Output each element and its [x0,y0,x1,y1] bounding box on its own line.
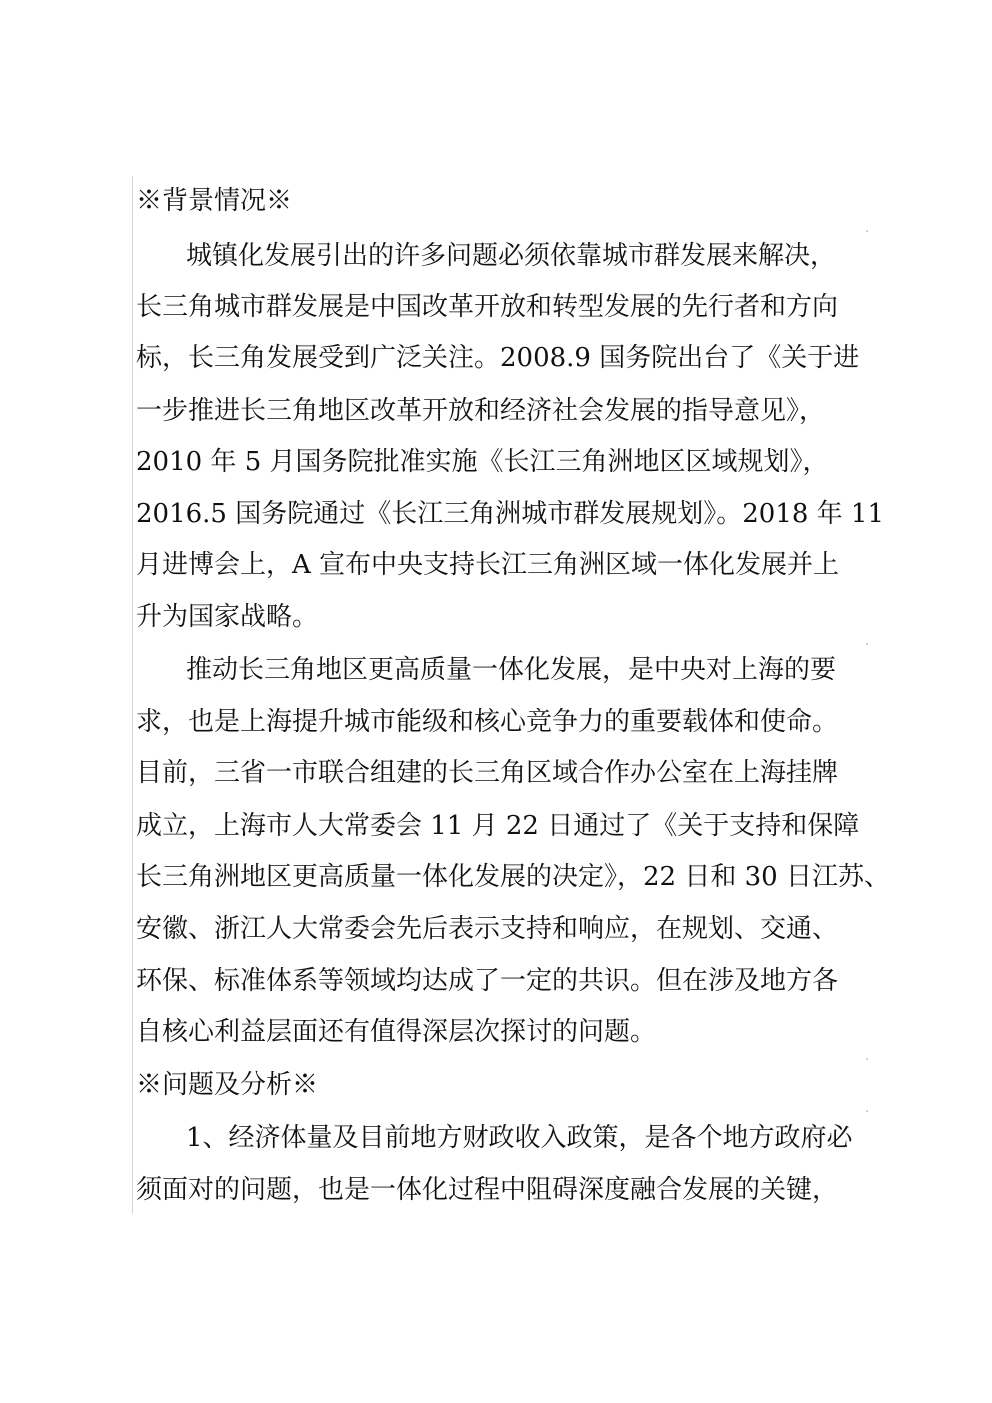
paragraph-line: 2010 年 5 月国务院批准实施《长江三角洲地区区域规划》， [136,447,829,477]
paragraph-line: 1、经济体量及目前地方财政收入政策，是各个地方政府必 [186,1123,853,1153]
margin-mark [866,1110,868,1112]
paragraph-line: 安徽、浙江人大常委会先后表示支持和响应，在规划、交通、 [136,914,839,944]
section-heading-background: ※背景情况※ [136,186,293,216]
paragraph-line: 月进博会上，A 宣布中央支持长江三角洲区域一体化发展并上 [136,550,840,580]
paragraph-line: 目前，三省一市联合组建的长三角区域合作办公室在上海挂牌 [136,758,839,788]
paragraph-line: 推动长三角地区更高质量一体化发展，是中央对上海的要 [186,655,837,685]
paragraph-line: 成立，上海市人大常委会 11 月 22 日通过了《关于支持和保障 [136,811,860,841]
margin-rule [132,176,133,1214]
paragraph-line: 城镇化发展引出的许多问题必须依靠城市群发展来解决， [186,241,837,271]
paragraph-line: 2016.5 国务院通过《长江三角洲城市群发展规划》。2018 年 11 [136,499,885,529]
paragraph-line: 求，也是上海提升城市能级和核心竞争力的重要载体和使命。 [136,707,839,737]
paragraph-line: 须面对的问题，也是一体化过程中阻碍深度融合发展的关键， [136,1175,839,1205]
margin-mark [866,1058,868,1060]
section-heading-analysis: ※问题及分析※ [136,1070,319,1100]
paragraph-line: 升为国家战略。 [136,602,319,632]
margin-mark [866,230,868,232]
paragraph-line: 标，长三角发展受到广泛关注。2008.9 国务院出台了《关于进 [136,343,860,373]
paragraph-line: 长三角城市群发展是中国改革开放和转型发展的先行者和方向 [136,292,839,322]
margin-mark [866,643,868,645]
paragraph-line: 长三角洲地区更高质量一体化发展的决定》，22 日和 30 日江苏、 [136,862,890,892]
paragraph-line: 自核心利益层面还有值得深层次探讨的问题。 [136,1017,657,1047]
paragraph-line: 一步推进长三角地区改革开放和经济社会发展的指导意见》， [136,396,826,426]
paragraph-line: 环保、标准体系等领域均达成了一定的共识。但在涉及地方各 [136,966,839,996]
